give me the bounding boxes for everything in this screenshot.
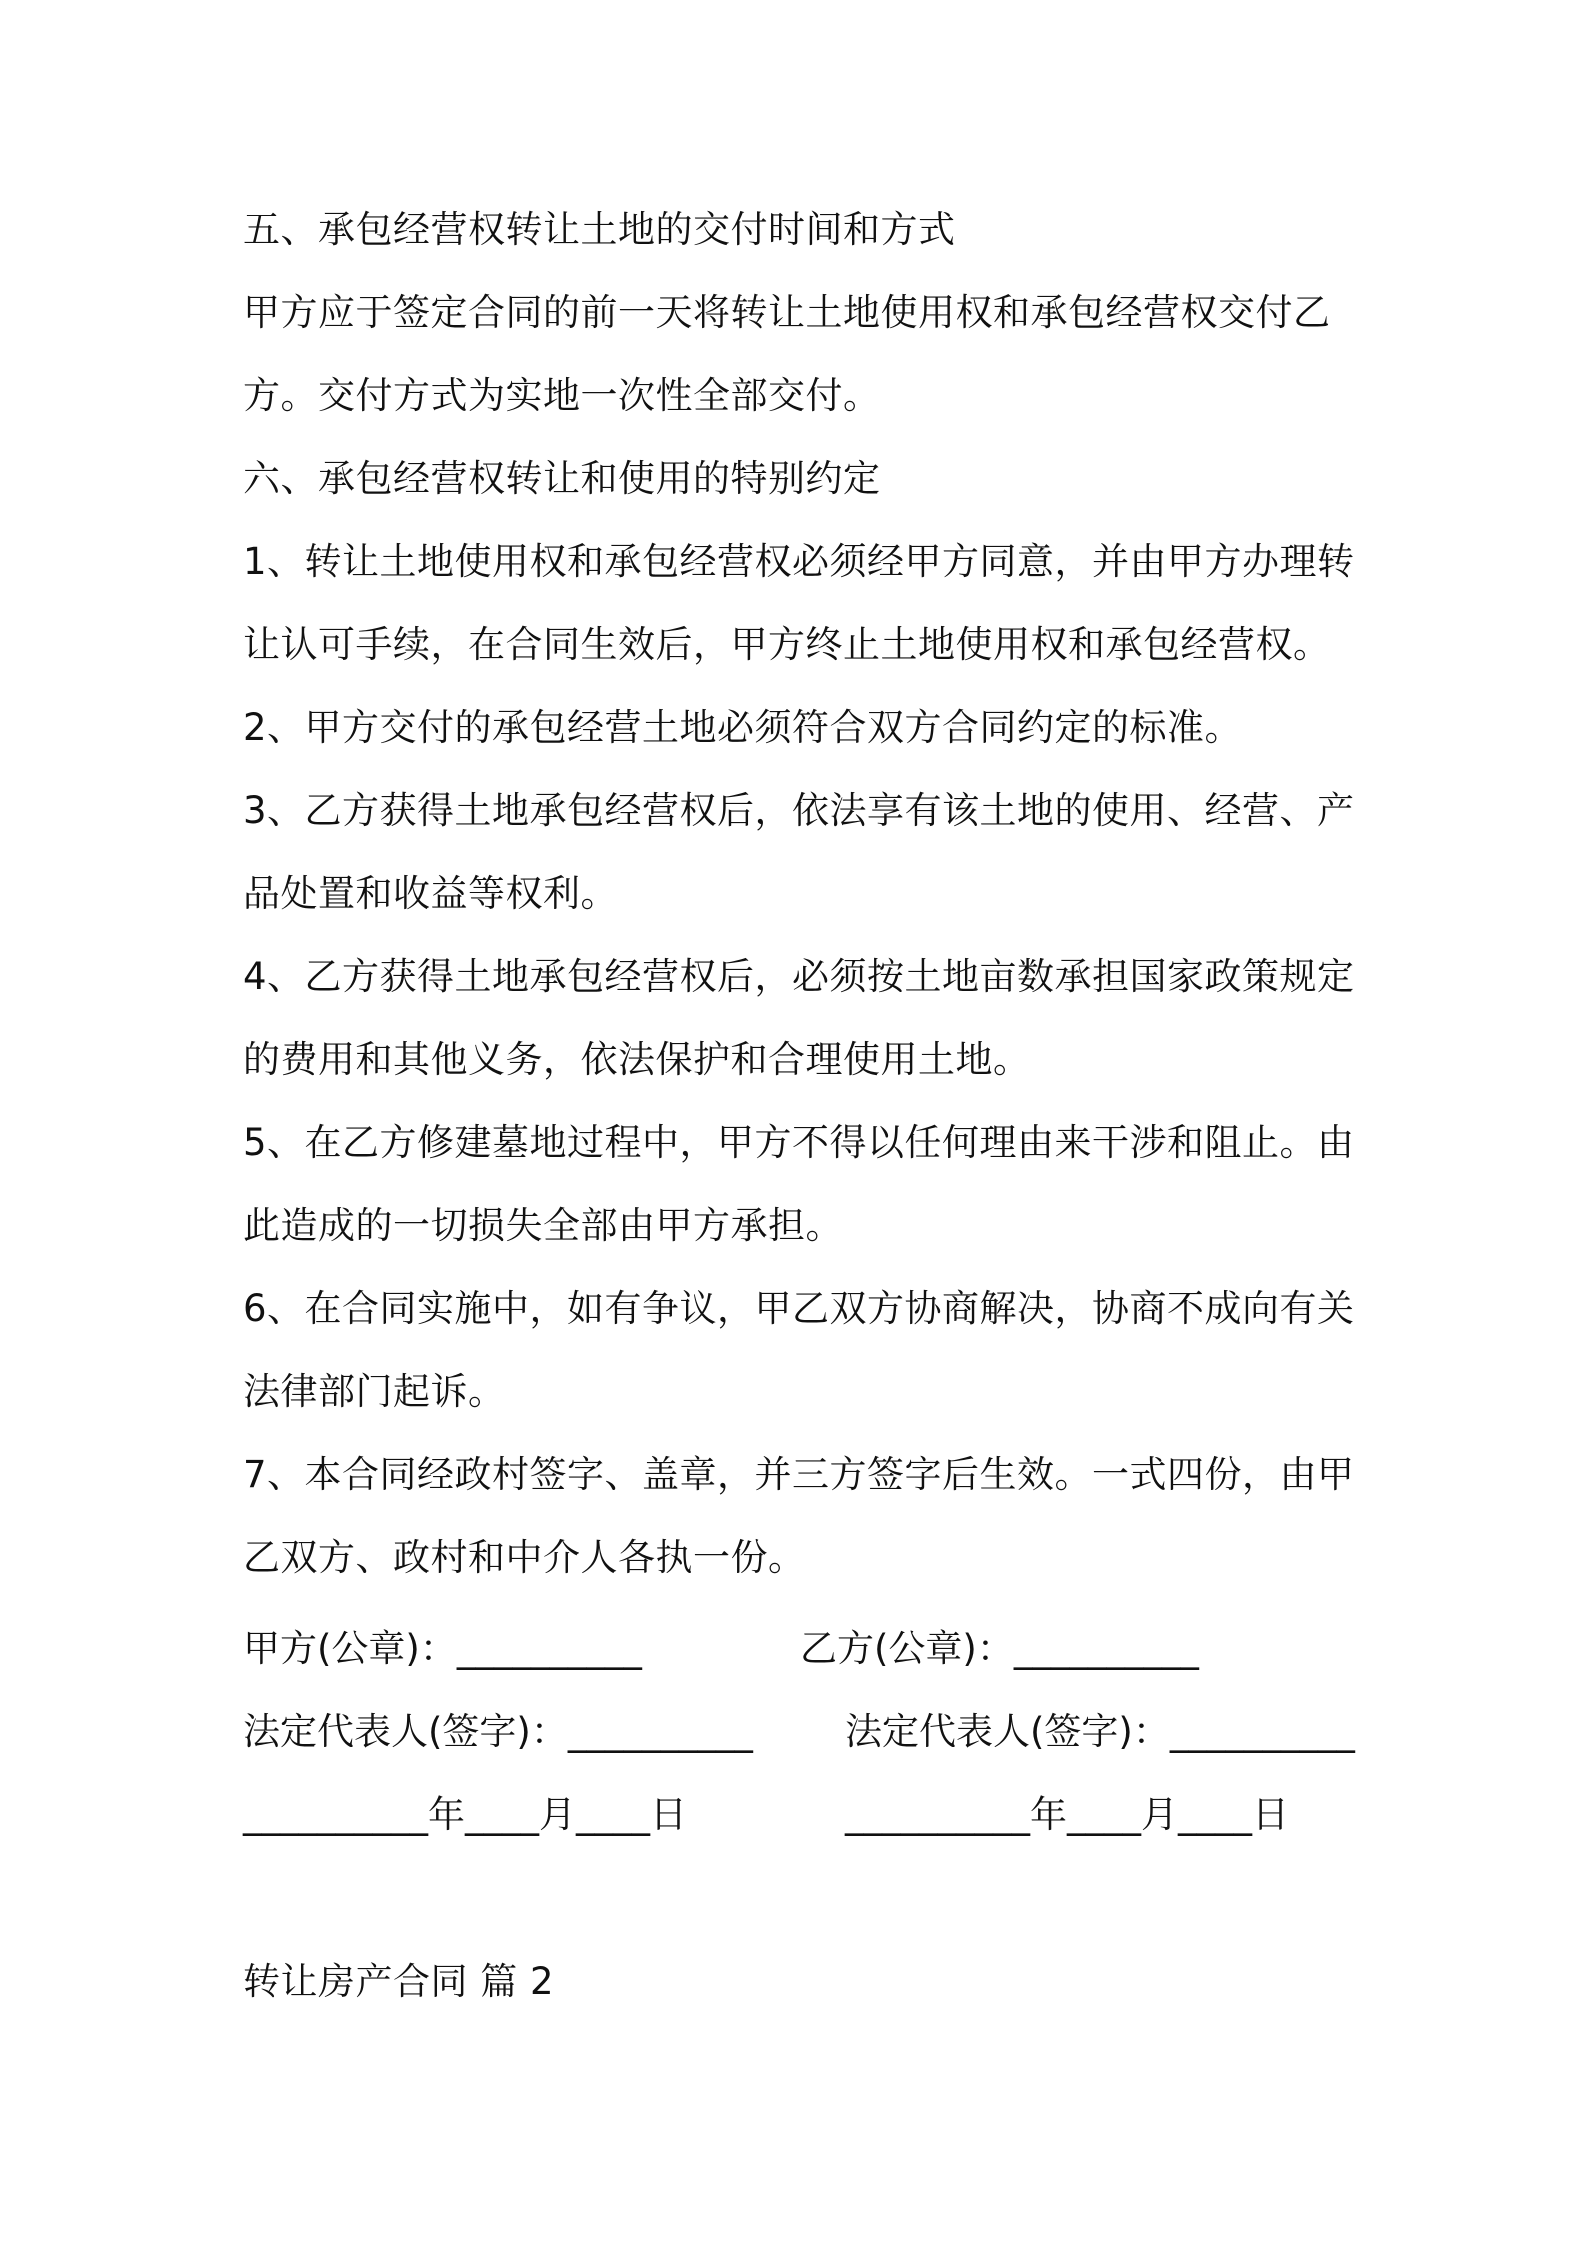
party-b-representative-field: 法定代表人(签字)：__________ bbox=[845, 1710, 1355, 1753]
clause-7-line: 乙双方、政村和中介人各执一份。 bbox=[243, 1536, 806, 1579]
clause-1-line: 让认可手续，在合同生效后，甲方终止土地使用权和承包经营权。 bbox=[243, 623, 1331, 666]
party-b-seal-field: 乙方(公章)：__________ bbox=[800, 1627, 1199, 1670]
party-b-date-field: __________年____月____日 bbox=[845, 1793, 1289, 1836]
next-section-title: 转让房产合同 篇 2 bbox=[243, 1960, 555, 2003]
clause-6-line: 6、在合同实施中，如有争议，甲乙双方协商解决，协商不成向有关 bbox=[243, 1287, 1355, 1330]
clause-7-line: 7、本合同经政村签字、盖章，并三方签字后生效。一式四份，由甲 bbox=[243, 1453, 1355, 1496]
section5-paragraph-line: 方。交付方式为实地一次性全部交付。 bbox=[243, 374, 881, 417]
clause-5-line: 5、在乙方修建墓地过程中，甲方不得以任何理由来干涉和阻止。由 bbox=[243, 1121, 1355, 1164]
section5-heading: 五、承包经营权转让土地的交付时间和方式 bbox=[243, 208, 956, 251]
clause-1-line: 1、转让土地使用权和承包经营权必须经甲方同意，并由甲方办理转 bbox=[243, 540, 1355, 583]
clause-3-line: 3、乙方获得土地承包经营权后，依法享有该土地的使用、经营、产 bbox=[243, 789, 1355, 832]
section5-paragraph-line: 甲方应于签定合同的前一天将转让土地使用权和承包经营权交付乙 bbox=[243, 291, 1331, 334]
section6-heading: 六、承包经营权转让和使用的特别约定 bbox=[243, 457, 881, 500]
clause-2-line: 2、甲方交付的承包经营土地必须符合双方合同约定的标准。 bbox=[243, 706, 1243, 749]
clause-4-line: 的费用和其他义务，依法保护和合理使用土地。 bbox=[243, 1038, 1031, 1081]
clause-4-line: 4、乙方获得土地承包经营权后，必须按土地亩数承担国家政策规定 bbox=[243, 955, 1355, 998]
party-a-seal-field: 甲方(公章)：__________ bbox=[243, 1627, 642, 1670]
clause-6-line: 法律部门起诉。 bbox=[243, 1370, 506, 1413]
clause-3-line: 品处置和收益等权利。 bbox=[243, 872, 618, 915]
party-a-representative-field: 法定代表人(签字)：__________ bbox=[243, 1710, 753, 1753]
clause-5-line: 此造成的一切损失全部由甲方承担。 bbox=[243, 1204, 843, 1247]
party-a-date-field: __________年____月____日 bbox=[243, 1793, 687, 1836]
